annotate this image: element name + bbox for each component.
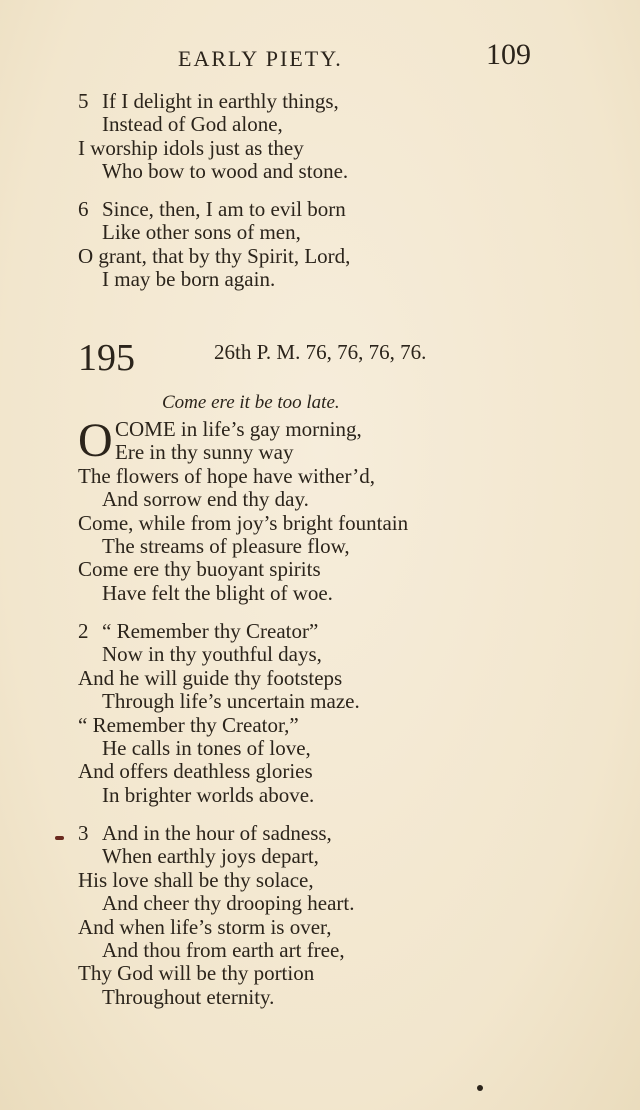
stanza-line: And cheer thy drooping heart. [102,891,355,916]
stanza-line: I may be born again. [102,267,276,292]
drop-cap: O [78,414,113,467]
stanza-line: Since, then, I am to evil born [102,197,346,221]
hymn-meter: 26th P. M. 76, 76, 76, 76. [214,340,427,364]
stanza-line: Like other sons of men, [102,220,301,245]
stanza-line: O grant, that by thy Spirit, Lord, [78,243,351,268]
margin-mark [55,836,64,840]
stanza-line: Ere in thy sunny way [115,440,294,465]
stanza-line: Through life’s uncertain maze. [102,689,360,714]
stanza-line: Have felt the blight of woe. [102,580,333,605]
stanza-line: He calls in tones of love, [102,736,311,761]
stanza-line: The flowers of hope have wither’d, [78,463,376,488]
stanza-line: In brighter worlds above. [102,782,315,807]
stanza-line: Throughout eternity. [102,984,275,1009]
stanza-line: I worship idols just as they [78,135,304,160]
page-header [0,38,640,78]
stanza-6 [78,198,350,292]
stanza-line: “ Remember thy Creator” [102,619,319,643]
stanza-line: And sorrow end thy day. [102,487,309,512]
running-title: EARLY PIETY. [178,46,343,71]
stanza-5 [78,90,348,184]
stanza-number: 5 [78,89,89,113]
stanza-line: “ Remember thy Creator,” [78,712,299,737]
stanza-line: And offers deathless glories [78,759,313,784]
stanza-line: Come, while from joy’s bright fountain [78,510,409,535]
stanza-line: If I delight in earthly things, [102,89,339,113]
hymn-heading [0,336,640,380]
stanza-line: And in the hour of sadness, [102,821,332,845]
stanza-line: The streams of pleasure flow, [102,534,350,559]
stanza-number: 6 [78,197,89,221]
stanza-line: Who bow to wood and stone. [102,159,349,184]
page-number: 109 [486,38,531,71]
stanza-3 [78,822,355,1009]
stanza-line: Come ere thy buoyant spirits [78,557,321,582]
stanza-2 [78,620,360,807]
ink-dot [477,1085,483,1091]
stanza-line: And thou from earth art free, [102,938,345,963]
stanza-line: When earthly joys depart, [102,844,319,869]
hymn-subtitle: Come ere it be too late. [162,392,340,413]
stanza-line: His love shall be thy solace, [78,867,314,892]
stanza-number: 2 [78,619,89,643]
stanza-line: Instead of God alone, [102,112,283,137]
stanza-line: Thy God will be thy portion [78,961,315,986]
stanza-line: Now in thy youthful days, [102,642,322,667]
stanza-line: And when life’s storm is over, [78,914,332,939]
hymn-number: 195 [78,337,135,379]
stanza-line: And he will guide thy footsteps [78,665,343,690]
stanza-line: COME in life’s gay morning, [115,417,362,441]
stanza-1 [78,414,409,605]
stanza-number: 3 [78,821,89,845]
